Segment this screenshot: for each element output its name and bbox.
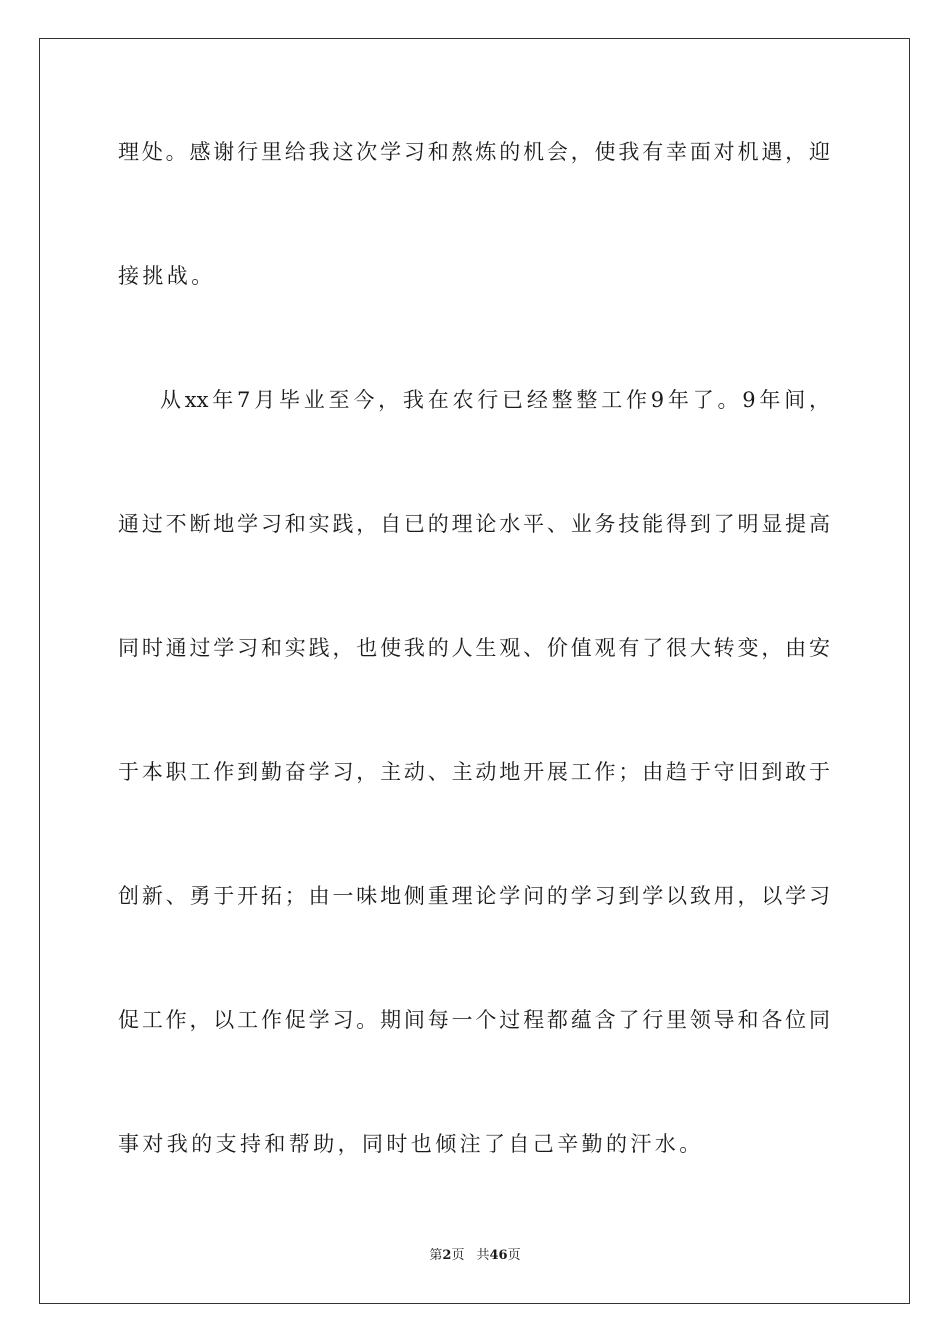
page-frame	[39, 38, 910, 1304]
paragraph-line-8: 促工作，以工作促学习。期间每一个过程都蕴含了行里领导和各位同	[118, 1008, 830, 1032]
paragraph-line-6: 于本职工作到勤奋学习，主动、主动地开展工作；由趋于守旧到敢于	[118, 760, 830, 784]
page-suffix: 页	[451, 1248, 465, 1263]
total-pages: 46	[489, 1248, 508, 1263]
total-prefix: 共	[476, 1248, 490, 1263]
paragraph-line-9: 事对我的支持和帮助，同时也倾注了自己辛勤的汗水。	[118, 1132, 704, 1156]
page-number: 2	[442, 1248, 452, 1263]
page-footer	[0, 1248, 950, 1264]
paragraph-line-3: 从xx年7月毕业至今，我在农行已经整整工作9年了。9年间，	[160, 388, 830, 412]
paragraph-line-7: 创新、勇于开拓；由一味地侧重理论学问的学习到学以致用，以学习	[118, 884, 830, 908]
total-suffix: 页	[507, 1248, 521, 1263]
paragraph-line-5: 同时通过学习和实践，也使我的人生观、价值观有了很大转变，由安	[118, 636, 830, 660]
paragraph-line-2: 接挑战。	[118, 264, 216, 288]
paragraph-line-4: 通过不断地学习和实践，自已的理论水平、业务技能得到了明显提高	[118, 512, 830, 536]
paragraph-line-1: 理处。感谢行里给我这次学习和熬炼的机会，使我有幸面对机遇，迎	[118, 140, 830, 164]
page-prefix: 第	[429, 1248, 443, 1263]
